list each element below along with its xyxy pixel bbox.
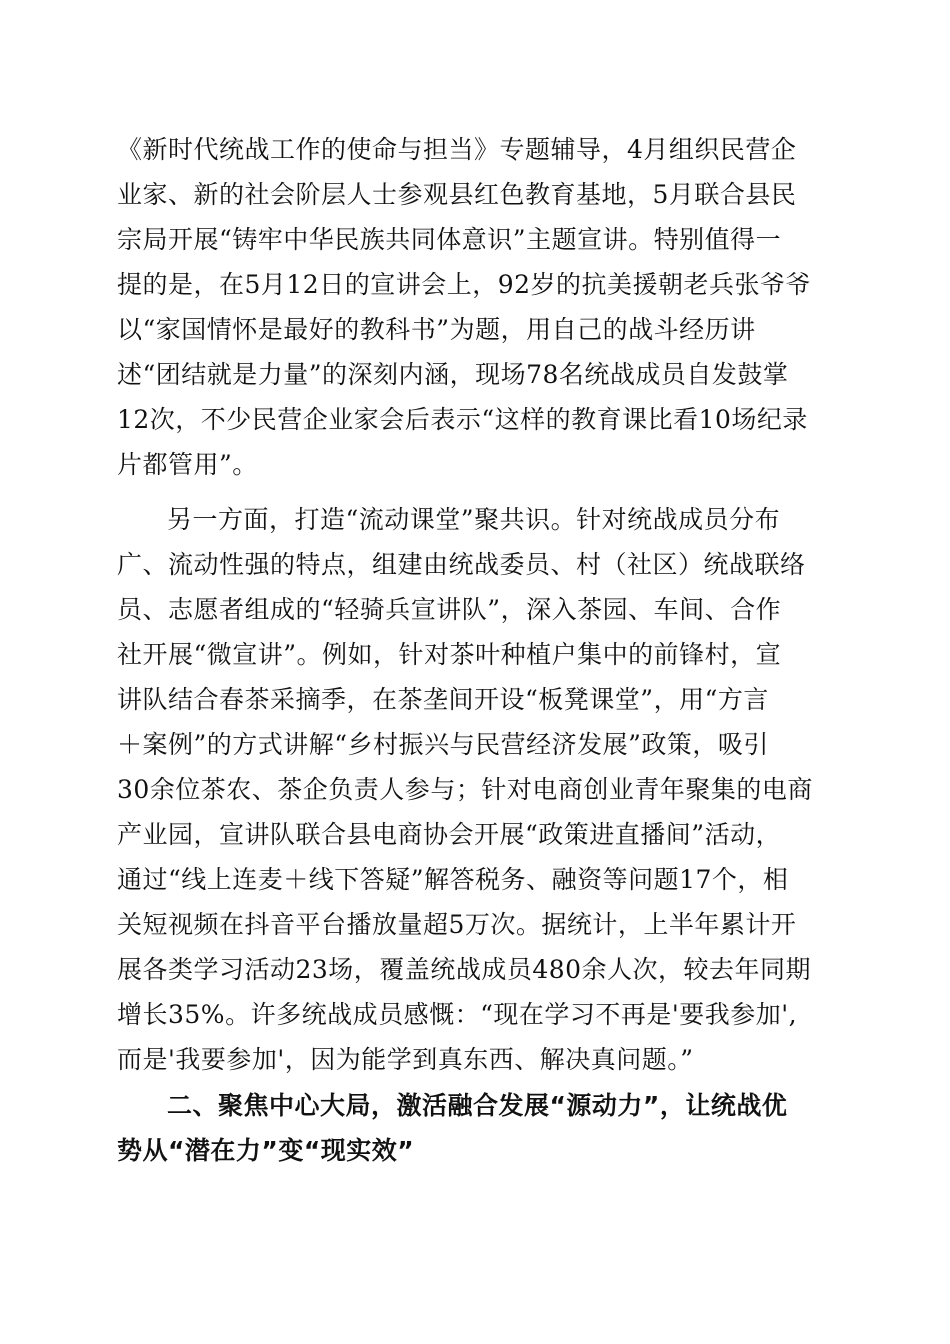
paragraph-1-line-8: 片都管用”。	[117, 450, 258, 479]
paragraph-1-line-7: 12次，不少民营企业家会后表示“这样的教育课比看10场纪录	[117, 405, 808, 434]
paragraph-2-line-4: 社开展“微宣讲”。例如，针对茶叶种植户集中的前锋村，宣	[117, 640, 782, 669]
paragraph-2-line-9: 通过“线上连麦＋线下答疑”解答税务、融资等问题17个，相	[117, 865, 789, 894]
paragraph-2-line-10: 关短视频在抖音平台播放量超5万次。据统计，上半年累计开	[117, 910, 797, 939]
paragraph-1-line-5: 以“家国情怀是最好的教科书”为题，用自己的战斗经历讲	[117, 315, 756, 344]
paragraph-1-line-2: 业家、新的社会阶层人士参观县红色教育基地，5月联合县民	[117, 180, 797, 209]
section-heading-2-line-2: 势从“潜在力”变“现实效”	[117, 1136, 415, 1165]
paragraph-2-line-3: 员、志愿者组成的“轻骑兵宣讲队”，深入茶园、车间、合作	[117, 595, 782, 624]
paragraph-2-line-2: 广、流动性强的特点，组建由统战委员、村（社区）统战联络	[117, 550, 806, 579]
paragraph-1-line-3: 宗局开展“铸牢中华民族共同体意识”主题宣讲。特别值得一	[117, 225, 782, 254]
paragraph-2-line-6: ＋案例”的方式讲解“乡村振兴与民营经济发展”政策，吸引	[117, 730, 769, 759]
paragraph-2-line-8: 产业园，宣讲队联合县电商协会开展“政策进直播间”活动，	[117, 820, 782, 849]
paragraph-2-line-12: 增长35%。许多统战成员感慨：“现在学习不再是'要我参加',	[117, 1000, 798, 1029]
paragraph-2-line-1: 另一方面，打造“流动课堂”聚共识。针对统战成员分布	[167, 505, 781, 534]
paragraph-2-line-7: 30余位茶农、茶企负责人参与；针对电商创业青年聚集的电商	[117, 775, 813, 804]
paragraph-1-line-4: 提的是，在5月12日的宣讲会上，92岁的抗美援朝老兵张爷爷	[117, 270, 812, 299]
paragraph-2-line-11: 展各类学习活动23场，覆盖统战成员480余人次，较去年同期	[117, 955, 812, 984]
paragraph-1-line-6: 述“团结就是力量”的深刻内涵，现场78名统战成员自发鼓掌	[117, 360, 789, 389]
paragraph-2-line-13: 而是'我要参加'，因为能学到真东西、解决真问题。”	[117, 1045, 694, 1074]
section-heading-2-line-1: 二、聚焦中心大局，激活融合发展“源动力”，让统战优	[167, 1091, 788, 1120]
paragraph-2-line-5: 讲队结合春茶采摘季，在茶垄间开设“板凳课堂”，用“方言	[117, 685, 769, 714]
paragraph-1-line-1: 《新时代统战工作的使命与担当》专题辅导，4月组织民营企	[117, 135, 797, 164]
